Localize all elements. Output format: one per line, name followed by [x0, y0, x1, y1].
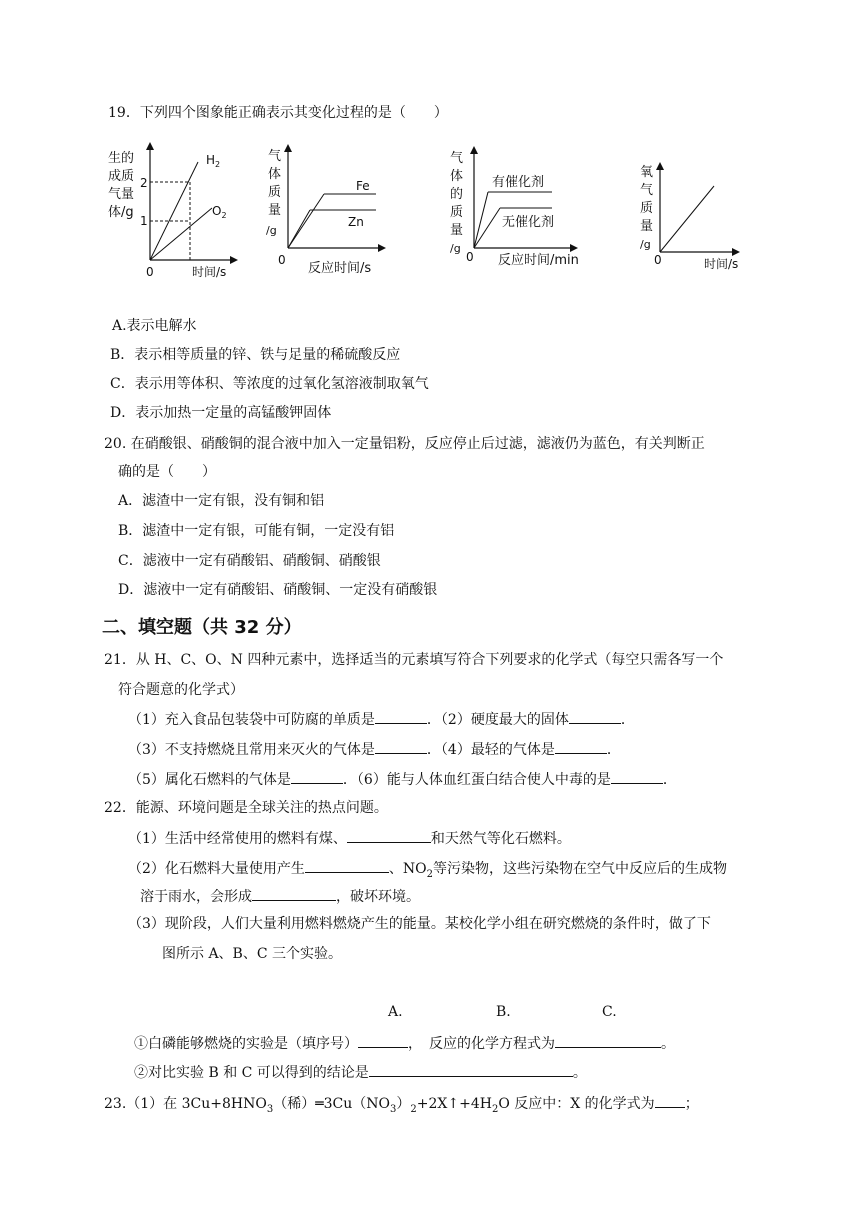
q22-blank5[interactable] [555, 1033, 661, 1048]
graph3-ylabel-2: 体 [450, 169, 464, 184]
q20-option-c: C．滤液中一定有硝酸铝、硝酸铜、硝酸银 [118, 553, 381, 569]
q23-text-a: 23.（1）在 3Cu+8HNO [104, 1096, 267, 1112]
q19-option-d: D．表示加热一定量的高锰酸钾固体 [110, 405, 332, 421]
graph-oxygen [636, 160, 746, 275]
graph4-ylabel-1: 氧 [640, 165, 654, 180]
q21-item3: （3）不支持燃烧且常用来灭火的气体是 [128, 742, 375, 758]
graph4-ylabel-5: /g [640, 238, 651, 251]
q23-sub-d: 2 [491, 1103, 499, 1115]
graph2-ylabel-5: /g [266, 224, 277, 237]
q21-stem-line2: 符合题意的化学式） [118, 682, 244, 698]
q19-option-b: B．表示相等质量的锌、铁与足量的稀硫酸反应 [110, 347, 401, 363]
q21-item4: ．（4）最轻的气体是 [426, 742, 555, 758]
q21-item1: （1）充入食品包装袋中可防腐的单质是 [128, 712, 375, 728]
q22-part2-line2 [140, 886, 420, 907]
graph3-series-no-catalyst: 无催化剂 [502, 215, 555, 230]
q22-part2-text-e: ，破坏环境。 [336, 889, 420, 905]
graph3-ylabel-5: 量 [450, 223, 464, 238]
q22-part2-line1 [128, 858, 727, 885]
q23-sub-a: 3 [266, 1103, 274, 1115]
q22-part2-sub: 2 [426, 868, 434, 880]
q21-blank5[interactable] [291, 769, 343, 784]
q21-line3 [128, 769, 677, 790]
q19-stem: 19．下列四个图象能正确表示其变化过程的是（ ） [108, 105, 448, 121]
graph4-ylabel-2: 气 [640, 183, 654, 198]
q23-blank1[interactable] [655, 1093, 685, 1108]
q19-option-a: A.表示电解水 [112, 318, 197, 334]
q22-blank2[interactable] [305, 858, 389, 873]
q21-item6: ．（6）能与人体血红蛋白结合使人中毒的是 [342, 772, 611, 788]
graph2-ylabel-1: 气 [268, 149, 282, 164]
q19-option-c: C．表示用等体积、等浓度的过氧化氢溶液制取氧气 [110, 376, 429, 392]
q23-text-f: ； [684, 1096, 699, 1112]
q21-dot3: ． [662, 772, 677, 788]
graph2-xlabel: 反应时间/s [308, 261, 372, 276]
q22-subq1-text-a: ①白磷能够燃烧的实验是（填序号） [134, 1036, 358, 1052]
q23-text-e: O 反应中：X 的化学式为 [498, 1096, 655, 1112]
q21-line1 [128, 709, 635, 730]
graph1-series-o2: $O_2$ [212, 204, 227, 220]
graph4-origin: 0 [654, 253, 662, 267]
q20-stem-line2: 确的是（ ） [118, 464, 216, 480]
graph4-xlabel: 时间/s [704, 257, 739, 271]
q22-subq1-text-c: 。 [661, 1036, 675, 1052]
q21-blank3[interactable] [375, 739, 427, 754]
q20-option-d: D．滤液中一定有硝酸铝、硝酸铜、一定没有硝酸银 [118, 582, 438, 598]
section-fill-in-heading: 二、填空题（共 32 分） [102, 617, 302, 638]
q22-part2-text-c: 等污染物，这些污染物在空气中反应后的生成物 [433, 861, 728, 877]
graph4-ylabel-3: 质 [640, 201, 654, 216]
q21-blank1[interactable] [375, 709, 427, 724]
graph-fe-zn [262, 142, 392, 277]
graph2-origin: 0 [278, 253, 286, 267]
q21-dot2: ． [606, 742, 621, 758]
q23-text-c: ） [396, 1096, 411, 1112]
q20-stem-line1: 20. 在硝酸银、硝酸铜的混合液中加入一定量铝粉，反应停止后过滤，滤液仍为蓝色，有关判断正 [104, 436, 705, 452]
experiment-label-b: B. [496, 1004, 511, 1020]
q22-part1-text-a: （1）生活中经常使用的燃料有煤、 [128, 831, 347, 847]
experiment-label-c: C. [602, 1004, 617, 1020]
experiment-label-a: A. [388, 1004, 403, 1020]
q22-part1-text-b: 和天然气等化石燃料。 [430, 831, 571, 847]
graph-catalyst [446, 144, 586, 269]
q21-blank6[interactable] [611, 769, 663, 784]
graph4-ylabel-4: 量 [640, 219, 654, 234]
graph-electrolysis [100, 140, 240, 280]
q21-dot1: ． [620, 712, 635, 728]
graph2-ylabel-2: 体 [268, 167, 282, 182]
q22-subq1-text-b: ， 反应的化学方程式为 [408, 1036, 555, 1052]
q23-sub-c: 2 [410, 1103, 417, 1115]
graph1-xlabel: 时间/s [192, 265, 227, 279]
q21-blank4[interactable] [555, 739, 607, 754]
graph3-ylabel-4: 质 [450, 205, 464, 220]
graph1-tick-1: 1 [140, 214, 148, 228]
q21-item5: （5）属化石燃料的气体是 [128, 772, 291, 788]
q22-part1 [128, 828, 571, 849]
q21-line2 [128, 739, 621, 760]
graph1-ylabel-1: 生的 [108, 151, 135, 166]
q21-item2: ．（2）硬度最大的固体 [426, 712, 569, 728]
graph1-origin: 0 [146, 265, 154, 279]
graph3-ylabel-3: 的 [450, 187, 464, 202]
q20-option-a: A．滤渣中一定有银，没有铜和铝 [118, 493, 325, 509]
graph1-ylabel-2: 成质 [108, 169, 135, 184]
graph1-ylabel-3: 气量 [108, 187, 135, 202]
graph3-ylabel-6: /g [450, 242, 461, 255]
graph1-tick-2: 2 [140, 176, 148, 190]
q22-stem: 22．能源、环境问题是全球关注的热点问题。 [104, 800, 388, 816]
graph1-ylabel-4: 体/g [108, 205, 134, 220]
q22-subq1 [134, 1033, 675, 1054]
graph3-xlabel: 反应时间/min [498, 253, 579, 268]
q21-blank2[interactable] [569, 709, 621, 724]
graph3-origin: 0 [466, 250, 474, 264]
graph1-series-h2: $H_2$ [206, 153, 221, 169]
graph2-ylabel-4: 量 [268, 203, 282, 218]
q22-part2-text-a: （2）化石燃料大量使用产生 [128, 861, 305, 877]
q21-stem-line1: 21．从 H、C、O、N 四种元素中，选择适当的元素填写符合下列要求的化学式（每空只需各写一个 [104, 652, 724, 668]
q22-part2-text-d: 溶于雨水，会形成 [140, 889, 252, 905]
q22-subq2 [134, 1062, 587, 1083]
q22-subq2-text-a: ②对比实验 B 和 C 可以得到的结论是 [134, 1065, 369, 1081]
q23-sub-b: 3 [390, 1103, 397, 1115]
q22-part3-line2: 图所示 A、B、C 三个实验。 [162, 946, 343, 962]
q22-part3-line1: （3）现阶段，人们大量利用燃料燃烧产生的能量。某校化学小组在研究燃烧的条件时，做了下 [128, 916, 711, 932]
graph2-series-zn: Zn [348, 215, 364, 229]
q23-line1 [104, 1093, 699, 1120]
graph2-ylabel-3: 质 [268, 185, 282, 200]
q22-blank1[interactable] [347, 828, 431, 843]
q22-blank4[interactable] [358, 1033, 408, 1048]
q20-option-b: B．滤渣中一定有银，可能有铜，一定没有铝 [118, 523, 395, 539]
q23-text-d: +2X↑+4H [416, 1096, 492, 1112]
q23-text-b: （稀）═3Cu（NO [273, 1096, 391, 1112]
q22-blank6[interactable] [369, 1062, 573, 1077]
graph2-series-fe: Fe [356, 179, 370, 193]
graph3-ylabel-1: 气 [450, 151, 464, 166]
graph3-series-catalyst: 有催化剂 [492, 175, 545, 190]
q22-part2-text-b: 、NO [388, 861, 427, 877]
q22-blank3[interactable] [252, 886, 336, 901]
q22-subq2-text-b: 。 [572, 1065, 587, 1081]
